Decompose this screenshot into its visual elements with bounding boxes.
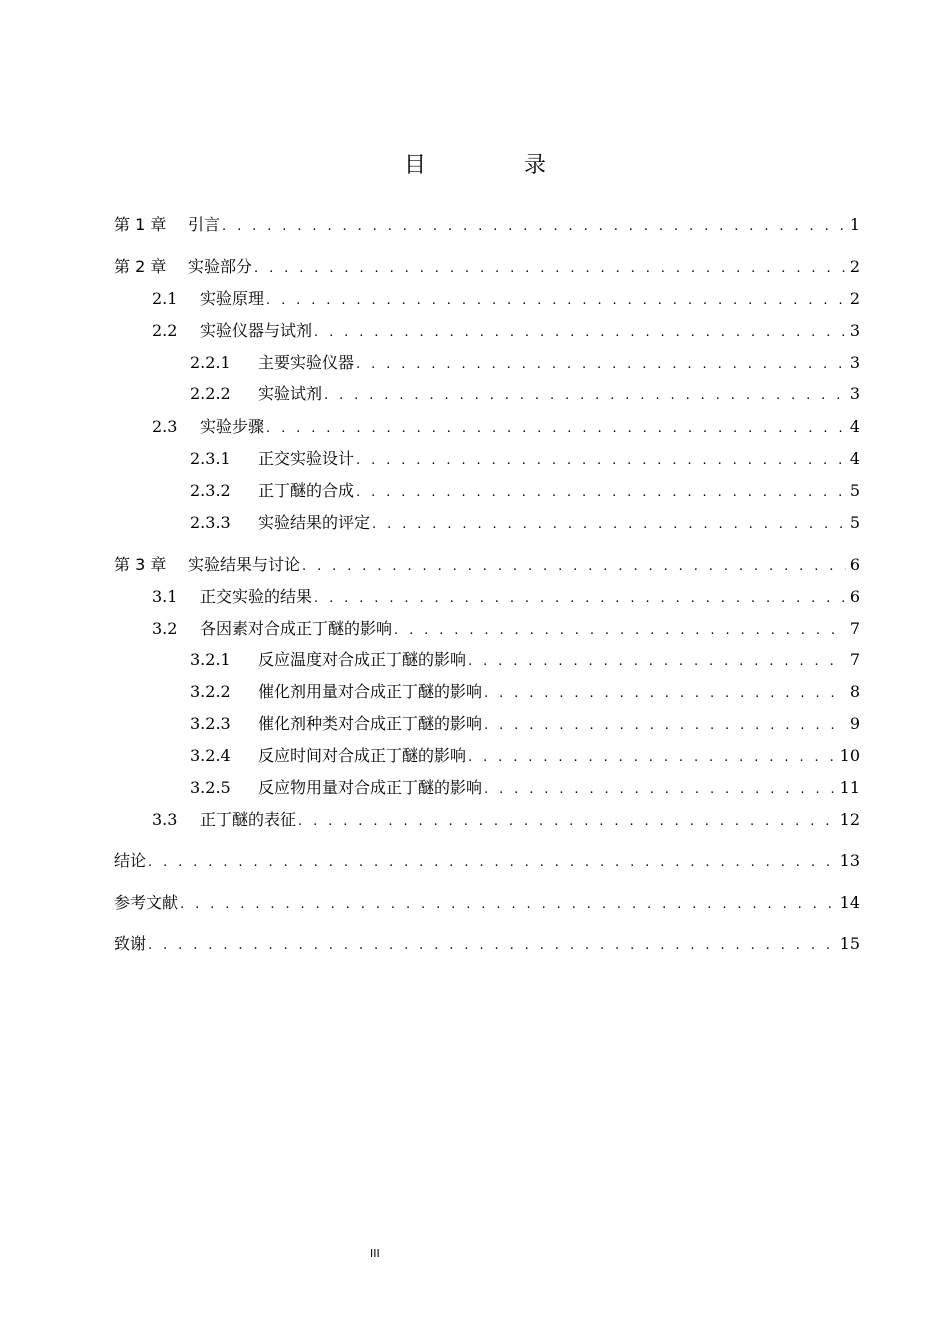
toc-entry-page: 4 bbox=[849, 417, 860, 436]
toc-entry-page: 11 bbox=[839, 778, 860, 797]
toc-entry-label: 正交实验的结果 bbox=[200, 587, 313, 606]
toc-entry-number: 3.2.4 bbox=[190, 746, 231, 765]
toc-leader-dots bbox=[222, 215, 846, 239]
toc-entry-3-2-5[interactable] bbox=[190, 776, 860, 800]
toc-entry-2-2[interactable] bbox=[152, 319, 860, 343]
toc-entry-2-3-1[interactable] bbox=[190, 447, 860, 471]
toc-entry-page: 5 bbox=[849, 481, 860, 500]
toc-entry-number: 3.2.3 bbox=[190, 714, 231, 733]
toc-entry-label: 反应时间对合成正丁醚的影响 bbox=[258, 746, 467, 765]
toc-entry-number: 第 1 章 bbox=[114, 215, 167, 234]
toc-leader-dots bbox=[356, 449, 846, 473]
toc-entry-number: 第 2 章 bbox=[114, 257, 167, 276]
toc-entry-label: 主要实验仪器 bbox=[258, 353, 355, 372]
toc-entry-chapter-1[interactable] bbox=[114, 213, 860, 237]
toc-entry-page: 5 bbox=[849, 513, 860, 532]
toc-entry-label: 致谢 bbox=[114, 934, 147, 953]
toc-entry-page: 6 bbox=[849, 555, 860, 574]
toc-entry-page: 13 bbox=[839, 851, 860, 870]
toc-entry-chapter-3[interactable] bbox=[114, 553, 860, 577]
toc-entry-number: 2.3 bbox=[152, 417, 178, 436]
toc-leader-dots bbox=[484, 682, 846, 706]
toc-entry-number: 2.3.2 bbox=[190, 481, 231, 500]
toc-entry-page: 3 bbox=[849, 321, 860, 340]
toc-leader-dots bbox=[372, 513, 846, 537]
toc-entry-number: 2.3.3 bbox=[190, 513, 231, 532]
toc-leader-dots bbox=[468, 650, 846, 674]
toc-entry-number: 3.2.1 bbox=[190, 650, 231, 669]
toc-entry-references[interactable] bbox=[114, 891, 860, 915]
toc-leader-dots bbox=[254, 257, 846, 281]
toc-leader-dots bbox=[484, 714, 846, 738]
toc-leader-dots bbox=[324, 384, 846, 408]
toc-entry-label: 反应物用量对合成正丁醚的影响 bbox=[258, 778, 483, 797]
toc-entry-label: 实验试剂 bbox=[258, 384, 323, 403]
toc-entry-2-2-1[interactable] bbox=[190, 351, 860, 375]
toc-entry-page: 3 bbox=[849, 384, 860, 403]
toc-entry-page: 9 bbox=[849, 714, 860, 733]
toc-leader-dots bbox=[148, 851, 836, 875]
toc-entry-number: 2.2 bbox=[152, 321, 178, 340]
toc-entry-number: 2.2.2 bbox=[190, 384, 231, 403]
toc-entry-number: 2.2.1 bbox=[190, 353, 231, 372]
toc-entry-page: 10 bbox=[839, 746, 860, 765]
toc-entry-page: 14 bbox=[839, 893, 860, 912]
toc-entry-label: 参考文献 bbox=[114, 893, 179, 912]
toc-entry-number: 3.3 bbox=[152, 810, 178, 829]
toc-entry-page: 7 bbox=[849, 619, 860, 638]
toc-entry-label: 实验仪器与试剂 bbox=[200, 321, 313, 340]
toc-entry-3-1[interactable] bbox=[152, 585, 860, 609]
toc-entry-number: 3.2.5 bbox=[190, 778, 231, 797]
toc-entry-label: 反应温度对合成正丁醚的影响 bbox=[258, 650, 467, 669]
toc-leader-dots bbox=[302, 555, 846, 579]
toc-entry-label: 引言 bbox=[188, 215, 221, 234]
toc-entry-number: 3.1 bbox=[152, 587, 178, 606]
toc-entry-label: 催化剂用量对合成正丁醚的影响 bbox=[258, 682, 483, 701]
toc-entry-3-2-4[interactable] bbox=[190, 744, 860, 768]
toc-entry-label: 结论 bbox=[114, 851, 147, 870]
toc-entry-label: 各因素对合成正丁醚的影响 bbox=[200, 619, 393, 638]
toc-entry-label: 正交实验设计 bbox=[258, 449, 355, 468]
toc-entry-label: 实验步骤 bbox=[200, 417, 265, 436]
page-number-footer: III bbox=[370, 1247, 380, 1260]
toc-entry-conclusion[interactable] bbox=[114, 849, 860, 873]
toc-entry-label: 实验部分 bbox=[188, 257, 253, 276]
toc-leader-dots bbox=[314, 587, 846, 611]
toc-entry-number: 3.2 bbox=[152, 619, 178, 638]
toc-entry-number: 3.2.2 bbox=[190, 682, 231, 701]
toc-leader-dots bbox=[298, 810, 836, 834]
toc-entry-3-2-1[interactable] bbox=[190, 648, 860, 672]
toc-entry-label: 实验结果与讨论 bbox=[188, 555, 301, 574]
toc-leader-dots bbox=[468, 746, 836, 770]
toc-entry-2-3-3[interactable] bbox=[190, 511, 860, 535]
toc-leader-dots bbox=[180, 893, 836, 917]
toc-entry-page: 8 bbox=[849, 682, 860, 701]
toc-entry-page: 15 bbox=[839, 934, 860, 953]
toc-leader-dots bbox=[148, 934, 836, 958]
toc-entry-page: 7 bbox=[849, 650, 860, 669]
toc-entry-3-2-3[interactable] bbox=[190, 712, 860, 736]
toc-entry-number: 第 3 章 bbox=[114, 555, 167, 574]
toc-entry-page: 4 bbox=[849, 449, 860, 468]
toc-entry-page: 3 bbox=[849, 353, 860, 372]
toc-entry-label: 正丁醚的合成 bbox=[258, 481, 355, 500]
toc-entry-chapter-2[interactable] bbox=[114, 255, 860, 279]
toc-leader-dots bbox=[356, 353, 846, 377]
toc-entry-label: 实验原理 bbox=[200, 289, 265, 308]
toc-entry-acknowledgements[interactable] bbox=[114, 932, 860, 956]
toc-entry-page: 6 bbox=[849, 587, 860, 606]
toc-title: 目 录 bbox=[403, 153, 584, 178]
toc-leader-dots bbox=[266, 289, 846, 313]
toc-entry-3-2-2[interactable] bbox=[190, 680, 860, 704]
toc-leader-dots bbox=[266, 417, 846, 441]
toc-entry-page: 12 bbox=[839, 810, 860, 829]
toc-entry-number: 2.1 bbox=[152, 289, 178, 308]
toc-entry-2-1[interactable] bbox=[152, 287, 860, 311]
toc-leader-dots bbox=[356, 481, 846, 505]
toc-leader-dots bbox=[314, 321, 846, 345]
toc-entry-3-2[interactable] bbox=[152, 617, 860, 641]
toc-entry-page: 1 bbox=[849, 215, 860, 234]
toc-entry-page: 2 bbox=[849, 257, 860, 276]
toc-entry-label: 正丁醚的表征 bbox=[200, 810, 297, 829]
toc-entry-label: 实验结果的评定 bbox=[258, 513, 371, 532]
toc-entry-2-3[interactable] bbox=[152, 415, 860, 439]
toc-leader-dots bbox=[484, 778, 836, 802]
toc-entry-page: 2 bbox=[849, 289, 860, 308]
toc-entry-number: 2.3.1 bbox=[190, 449, 231, 468]
toc-entry-3-3[interactable] bbox=[152, 808, 860, 832]
toc-leader-dots bbox=[394, 619, 846, 643]
toc-entry-2-2-2[interactable] bbox=[190, 382, 860, 406]
toc-entry-2-3-2[interactable] bbox=[190, 479, 860, 503]
toc-entry-label: 催化剂种类对合成正丁醚的影响 bbox=[258, 714, 483, 733]
